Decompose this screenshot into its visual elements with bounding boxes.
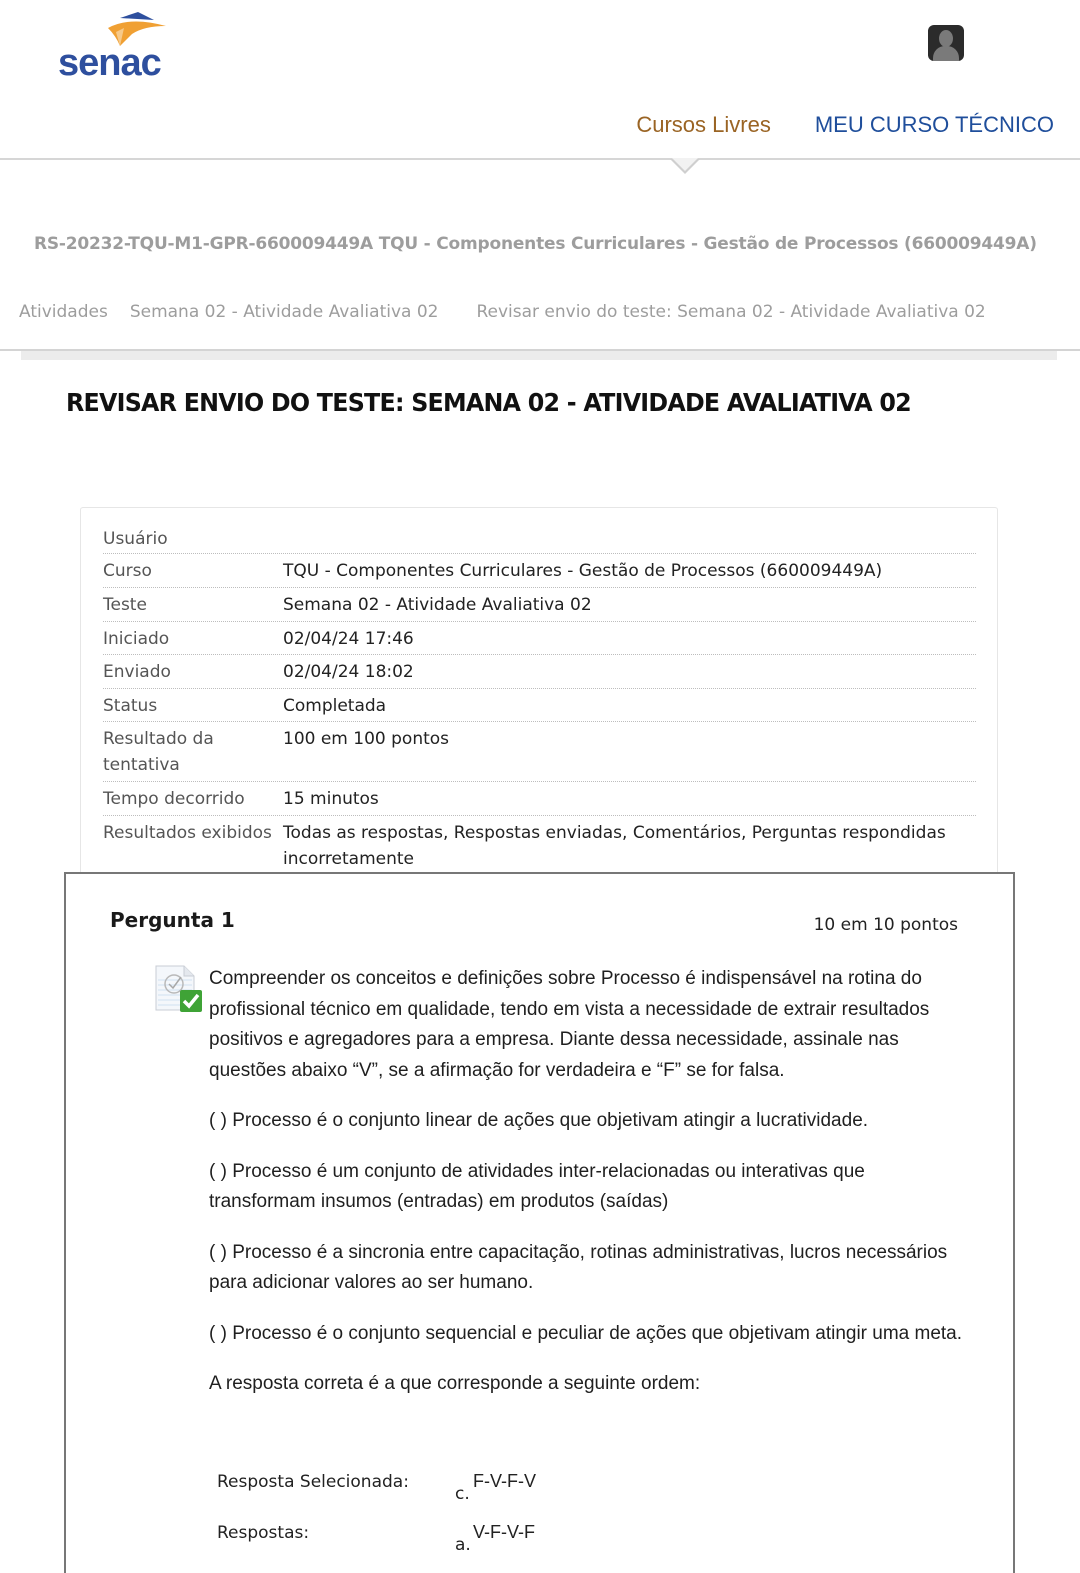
- top-navigation: [636, 112, 1054, 138]
- statement-4: ( ) Processo é o conjunto sequencial e peculiar de ações que objetivam atingir uma meta.: [209, 1322, 963, 1344]
- question-prompt: Compreender os conceitos e definições sobre Processo é indispensável na rotina do profissional técnico em qualidade, tendo em vista a necessidade de extrair resultados positivos e agregadores para a empresa. Diante dessa necessidade, assinale nas questões abaixo “V”, se a afirmação for verdadeira e “F” se for falsa.: [209, 968, 930, 1081]
- info-value: 15 minutos: [283, 789, 379, 809]
- answers-label: Respostas:: [217, 1523, 310, 1543]
- correct-answer-icon: [154, 964, 204, 1014]
- statement-3: ( ) Processo é a sincronia entre capacitação, rotinas administrativas, lucros necessários para adicionar valores ao ser humano.: [209, 1241, 948, 1293]
- info-label: Curso: [103, 561, 152, 581]
- selected-answer-value: F-V-F-V: [473, 1471, 536, 1491]
- info-row-status: [103, 689, 976, 722]
- selected-answer-letter: c.: [455, 1484, 470, 1504]
- info-label: Iniciado: [103, 629, 170, 649]
- breadcrumb-activity[interactable]: Semana 02 - Atividade Avaliativa 02: [129, 302, 439, 322]
- info-value: Completada: [283, 696, 387, 716]
- nav-meu-curso-tecnico[interactable]: MEU CURSO TÉCNICO: [814, 112, 1054, 137]
- info-label: Resultado da tentativa: [103, 729, 214, 775]
- info-row-usuario: [103, 524, 976, 554]
- logo-text: senac: [58, 42, 161, 84]
- senac-logo[interactable]: [58, 10, 180, 82]
- info-value: Todas as respostas, Respostas enviadas, Comentários, Perguntas respondidas incorretamente: [283, 823, 946, 869]
- breadcrumb-current: Revisar envio do teste: Semana 02 - Atividade Avaliativa 02: [476, 302, 986, 322]
- info-value: TQU - Componentes Curriculares - Gestão de Processos (660009449A): [283, 561, 883, 581]
- info-row-enviado: [103, 655, 976, 689]
- nav-cursos-livres[interactable]: Cursos Livres: [636, 112, 771, 137]
- info-row-resultado: [103, 722, 976, 782]
- info-label: Teste: [103, 595, 147, 615]
- statement-1: ( ) Processo é o conjunto linear de ações que objetivam atingir a lucratividade.: [209, 1110, 869, 1131]
- breadcrumb-shade-bar: [21, 351, 1057, 360]
- info-row-resultados-exibidos: [103, 816, 976, 876]
- info-row-tempo: [103, 782, 976, 816]
- breadcrumb-atividades[interactable]: Atividades: [19, 302, 108, 322]
- answer-letter: a.: [455, 1535, 471, 1555]
- info-label: Resultados exibidos: [103, 823, 272, 843]
- info-value: Semana 02 - Atividade Avaliativa 02: [283, 595, 592, 615]
- info-row-teste: [103, 588, 976, 622]
- info-label: Usuário: [103, 529, 168, 549]
- info-row-curso: [103, 554, 976, 588]
- info-value: 02/04/24 17:46: [283, 629, 414, 649]
- question-card: [64, 872, 1015, 1573]
- info-value: 100 em 100 pontos: [283, 729, 450, 749]
- attempt-info-panel: [80, 507, 998, 887]
- info-label: Tempo decorrido: [103, 789, 245, 809]
- breadcrumb: [19, 302, 986, 322]
- user-avatar-icon[interactable]: [928, 25, 964, 61]
- question-points: 10 em 10 pontos: [813, 915, 958, 935]
- statement-2: ( ) Processo é um conjunto de atividades inter-relacionadas ou interativas que transformam insumos (entradas) em produtos (saídas): [209, 1160, 865, 1212]
- question-text: [209, 964, 969, 1420]
- answer-value: V-F-V-F: [473, 1522, 535, 1542]
- question-title: Pergunta 1: [110, 908, 235, 932]
- selected-answer-label: Resposta Selecionada:: [217, 1472, 409, 1492]
- page-title: REVISAR ENVIO DO TESTE: SEMANA 02 - ATIVIDADE AVALIATIVA 02: [66, 388, 911, 417]
- info-value: 02/04/24 18:02: [283, 662, 414, 682]
- course-title[interactable]: RS-20232-TQU-M1-GPR-660009449A TQU - Componentes Curriculares - Gestão de Processos (660009449A): [34, 234, 1037, 254]
- nav-divider: [0, 158, 1080, 160]
- nav-active-caret-icon: [670, 159, 700, 174]
- correct-order-prompt: A resposta correta é a que corresponde a seguinte ordem:: [209, 1373, 701, 1394]
- info-label: Status: [103, 696, 158, 716]
- info-label: Enviado: [103, 662, 171, 682]
- info-row-iniciado: [103, 622, 976, 655]
